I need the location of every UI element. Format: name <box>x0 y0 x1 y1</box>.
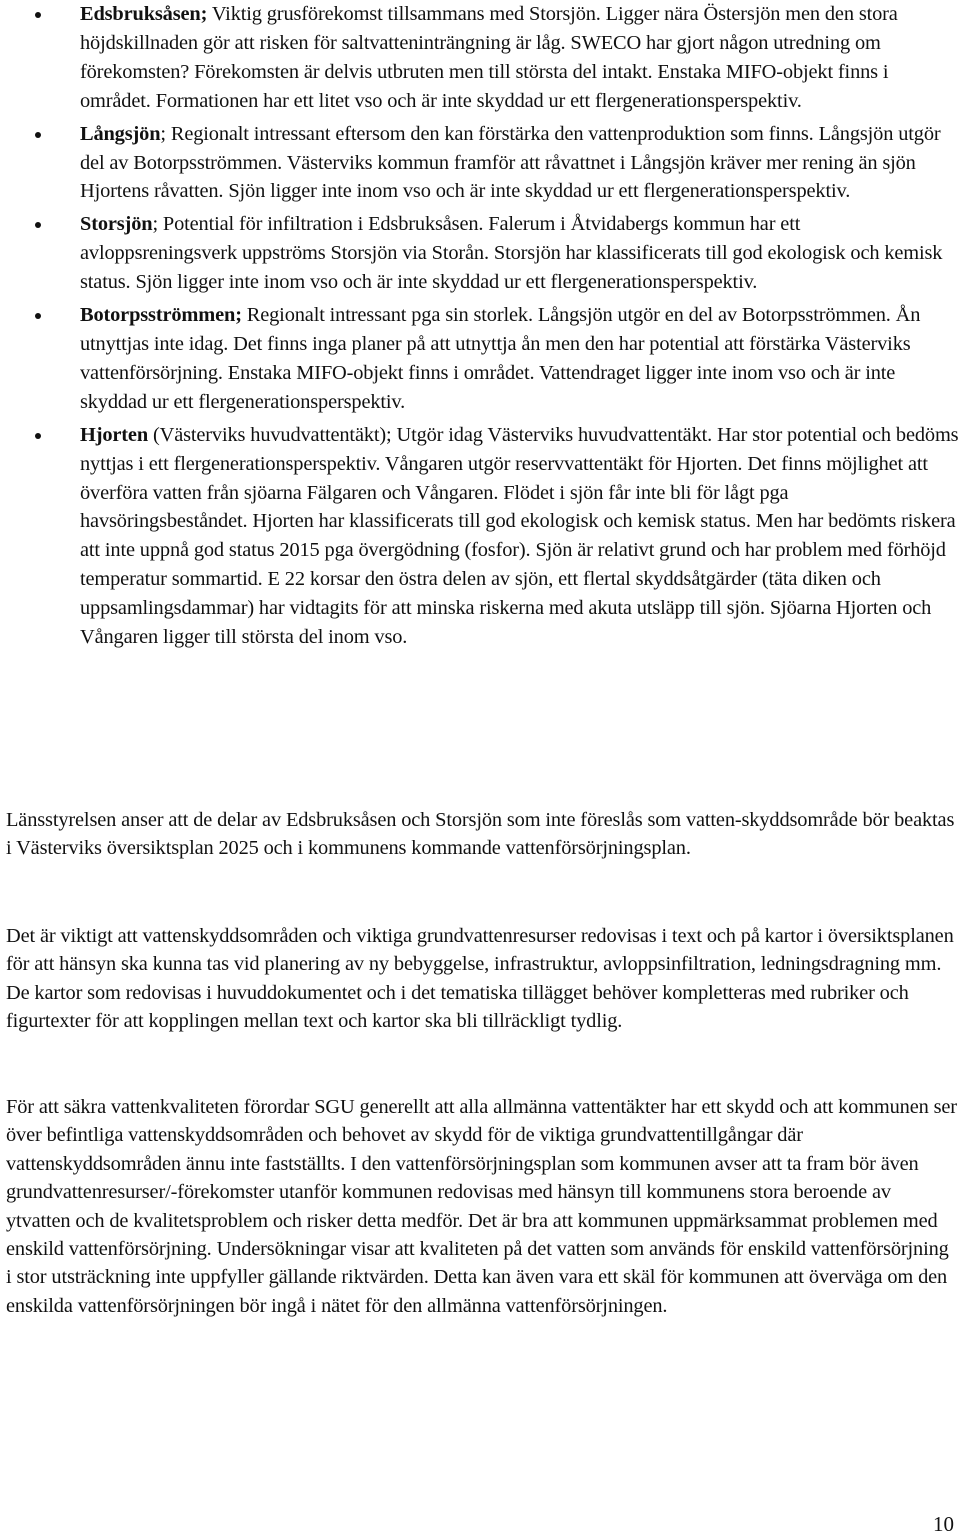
list-item-term: Storsjön <box>80 213 153 236</box>
list-item-text: Regionalt intressant pga sin storlek. Långsjön utgör en del av Botorpsströmmen. Ån utnyttjas inte idag. Det finns inga planer på att utnyttja ån men den har potential att förstärka Västerviks vattenförsörjning. Enstaka MIFO-objekt finns i området. Vattendraget ligger inte inom vso och är inte skyddad ur ett flergenerationsperspektiv. <box>80 304 921 413</box>
list-item-hjorten <box>0 421 960 652</box>
list-item-storsjon <box>0 210 960 297</box>
list-item-term: Edsbruksåsen; <box>80 3 208 25</box>
list-item-text: ; Regionalt intressant eftersom den kan förstärka den vattenproduktion som finns. Långsjön utgör del av Botorpsströmmen. Västerviks kommun framför att råvattnet i Långsjön kräver mer rening än sjön Hjortens råvatten. Sjön ligger inte inom vso och är inte skyddad ur ett flergenerationsperspektiv. <box>80 122 941 203</box>
water-resource-list <box>0 0 960 656</box>
bullet-icon <box>35 12 41 18</box>
list-item-botorpsstrommen <box>0 301 960 417</box>
list-item-text: Viktig grusförekomst tillsammans med Storsjön. Ligger nära Östersjön men den stora höjdskillnaden gör att risken för saltvatteninträngning är låg. SWECO har gjort någon utredning om förekomsten? Förekomsten är delvis utbruten men till största del intakt. Enstaka MIFO-objekt finns i området. Formationen har ett litet vso och är inte skyddad ur ett flergenerationsperspektiv. <box>80 3 898 112</box>
list-item-text: ; Potential för infiltration i Edsbruksåsen. Falerum i Åtvidabergs kommun har ett avloppsreningsverk uppströms Storsjön via Storån. Storsjön har klassificerats till god ekologisk och kemisk status. Sjön ligger inte inom vso och är inte skyddad ur ett flergenerationsperspektiv. <box>80 213 943 294</box>
bullet-icon <box>35 132 41 138</box>
list-item-term: Hjorten <box>80 423 149 446</box>
list-item-text: (Västerviks huvudvattentäkt); Utgör idag Västerviks huvudvattentäkt. Har stor potential och bedöms nyttjas i ett flergenerationsperspektiv. Vångaren utgör reservvattentäkt för Hjorten. Det finns möjlighet att överföra vatten från sjöarna Fälgaren och Vångaren. Flödet i sjön får inte bli för lågt pga havsöringsbeståndet. Hjorten har klassificerats till god ekologisk och kemisk status. Men har bedömts riskera att inte uppnå god status 2015 pga övergödning (fosfor). Sjön är relativt grund och har problem med förhöjd temperatur sommartid. E 22 korsar den östra delen av sjön, ett flertal skyddsåtgärder (täta diken och uppsamlingsdammar) har vidtagits för att minska riskerna med akuta utsläpp till sjön. Sjöarna Hjorten och Vångaren ligger till största del inom vso. <box>80 423 959 649</box>
list-item-term: Botorpsströmmen; <box>80 304 242 327</box>
list-item-term: Långsjön <box>80 122 161 145</box>
list-item-langsjon <box>0 120 960 207</box>
paragraph-vattenkvalitet: För att säkra vattenkvaliteten förordar SGU generellt att alla allmänna vattentäkter har ett skydd och att kommunen ser över befintliga vattenskyddsområden och behovet av skydd för de viktiga grundvattentillgångar där vattenskyddsområden ännu inte fastställts. I den vattenförsörjningsplan som kommunen avser att ta fram bör även grundvattenresurser/-förekomster utanför kommunen redovisas med hänsyn till kommunens stora beroende av ytvatten och de kvalitetsproblem och risker detta medför. Det är bra att kommunen uppmärksammat problemen med enskild vattenförsörjning. Undersökningar visar att kvaliteten på det vatten som används för enskild vattenförsörjning i stor utsträckning inte uppfyller gällande riktvärden. Detta kan även vara ett skäl för kommunen att överväga om den enskilda vattenförsörjningen bör ingå i nätet för den allmänna vattenförsörjningen. <box>6 1096 957 1317</box>
page-number: 10 <box>933 1512 954 1536</box>
bullet-icon <box>35 313 41 319</box>
bullet-icon <box>35 433 41 439</box>
paragraph-lansstyrelsen: Länsstyrelsen anser att de delar av Edsbruksåsen och Storsjön som inte föreslås som vatten-skyddsområde bör beaktas i Västerviks översiktsplan 2025 och i kommunens kommande vattenförsörjningsplan. <box>6 809 955 860</box>
list-item-edsbruksasen <box>0 0 960 116</box>
bullet-icon <box>35 222 41 228</box>
paragraph-kartor: Det är viktigt att vattenskyddsområden och viktiga grundvattenresurser redovisas i text och på kartor i översiktsplanen för att hänsyn ska kunna tas vid planering av ny bebyggelse, infrastruktur, avloppsinfiltration, ledningsdragning mm. De kartor som redovisas i huvuddokumentet och i det tematiska tillägget behöver kompletteras med rubriker och figurtexter för att kopplingen mellan text och kartor ska bli tillräckligt tydlig. <box>6 925 954 1033</box>
